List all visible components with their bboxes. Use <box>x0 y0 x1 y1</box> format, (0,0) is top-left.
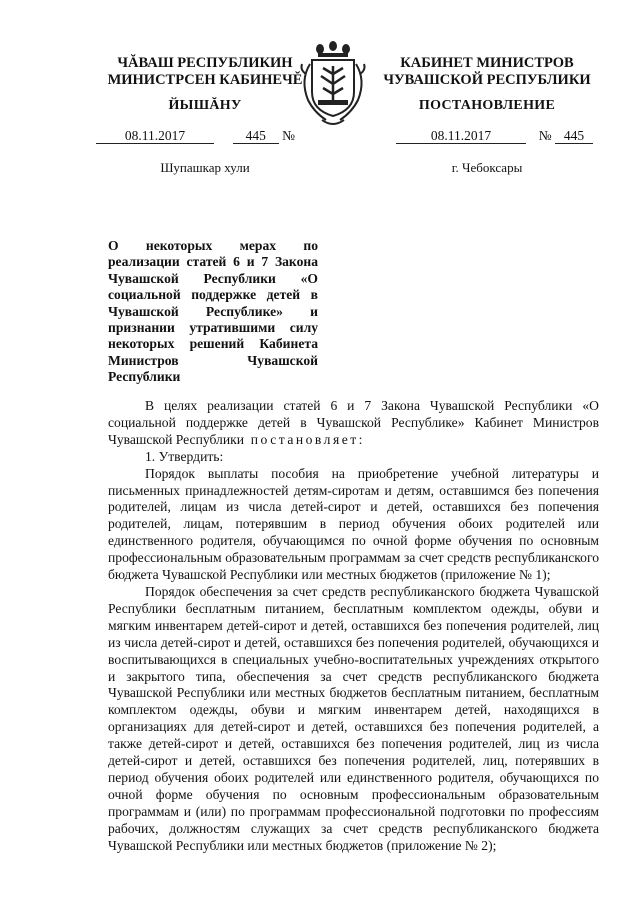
date-number-left <box>96 128 295 144</box>
number-left: 445 <box>233 129 279 144</box>
item-1-heading: 1. Утвердить: <box>145 448 224 464</box>
doc-type-chuvash: ЙЫШĂНУ <box>168 98 242 113</box>
date-left: 08.11.2017 <box>96 129 214 144</box>
number-sign-right: № <box>538 128 552 143</box>
intro-text: В целях реализации статей 6 и 7 Закона Чувашской Республики «О социальной поддержке детей в Чувашской Республике» Кабинет Министров Чувашской Республики <box>108 398 599 447</box>
city-russian: г. Чебоксары <box>451 160 523 175</box>
body-intro <box>108 398 599 449</box>
paragraph-2: Порядок обеспечения за счет средств республиканского бюджета Чувашской Республики бесплатным питанием, бесплатным комплектом одежды, обуви и мягким инвентарем детей-сирот и детей, оставшихся без попечения родителей, лиц из числа детей-сирот и детей, оставшихся без попечения родителей, обучающихся и воспитывающихся в специальных учебно-воспитательных учреждениях открытого и закрытого типа, обеспечения за счет средств республиканского бюджета Чувашской Республики или местных бюджетов бесплатным питанием, бесплатным комплектом одежды, обуви и мягким инвентарем детей, находящихся в организациях для детей-сирот и детей, оставшихся без попечения родителей, а также детей-сирот и детей, оставшихся без попечения родителей, лиц из числа детей-сирот и детей, оставшихся без попечения родителей, лиц, потерявших в период обучения обоих родителей или единственного родителя, обучающихся по очной форме обучения по основным профессиональным образовательным программам и (или) по программам профессиональной подготовки по профессиям рабочих, должностям служащих за счет средств республиканского бюджета Чувашской Республики или местных бюджетов (приложение № 2); <box>108 583 599 853</box>
org-name-russian-line1: КАБИНЕТ МИНИСТРОВ <box>400 55 574 71</box>
org-name-chuvash-line2: МИНИСТРСЕН КАБИНЕЧĔ <box>107 72 303 88</box>
org-name-russian-line2: ЧУВАШСКОЙ РЕСПУБЛИКИ <box>383 72 591 88</box>
document-title: О некоторых мерах по реализации статей 6 и 7 Закона Чувашской Республики «О социальной поддержке детей в Чувашской Республике» и признании утратившими силу некоторых решений Кабинета Министров Чувашской Республики <box>108 238 318 385</box>
number-sign-left: № <box>282 128 296 143</box>
org-name-russian <box>376 55 598 89</box>
date-right: 08.11.2017 <box>396 129 526 144</box>
date-number-right <box>396 128 593 144</box>
org-name-chuvash-line1: ЧĂВАШ РЕСПУБЛИКИН <box>117 55 293 71</box>
document-body <box>108 398 599 854</box>
number-right: 445 <box>555 129 593 144</box>
doc-type-russian: ПОСТАНОВЛЕНИЕ <box>418 98 556 113</box>
org-name-chuvash <box>94 55 316 89</box>
decree-word: постановляет: <box>250 431 365 447</box>
chuvash-emblem-icon <box>296 40 370 130</box>
paragraph-1: Порядок выплаты пособия на приобретение учебной литературы и письменных принадлежностей детям-сиротам и детям, оставшимся без попечения родителей, лицам из числа детей-сирот и детей, оставшихся без попечения родителей, лицам, потерявшим в период обучения обоих родителей или единственного родителя, обучающимся по очной форме обучения по основным профессиональным образовательным программам за счет средств республиканского бюджета Чувашской Республики или местных бюджетов (приложение № 1); <box>108 465 599 583</box>
city-chuvash: Шупашкар хули <box>160 160 250 175</box>
